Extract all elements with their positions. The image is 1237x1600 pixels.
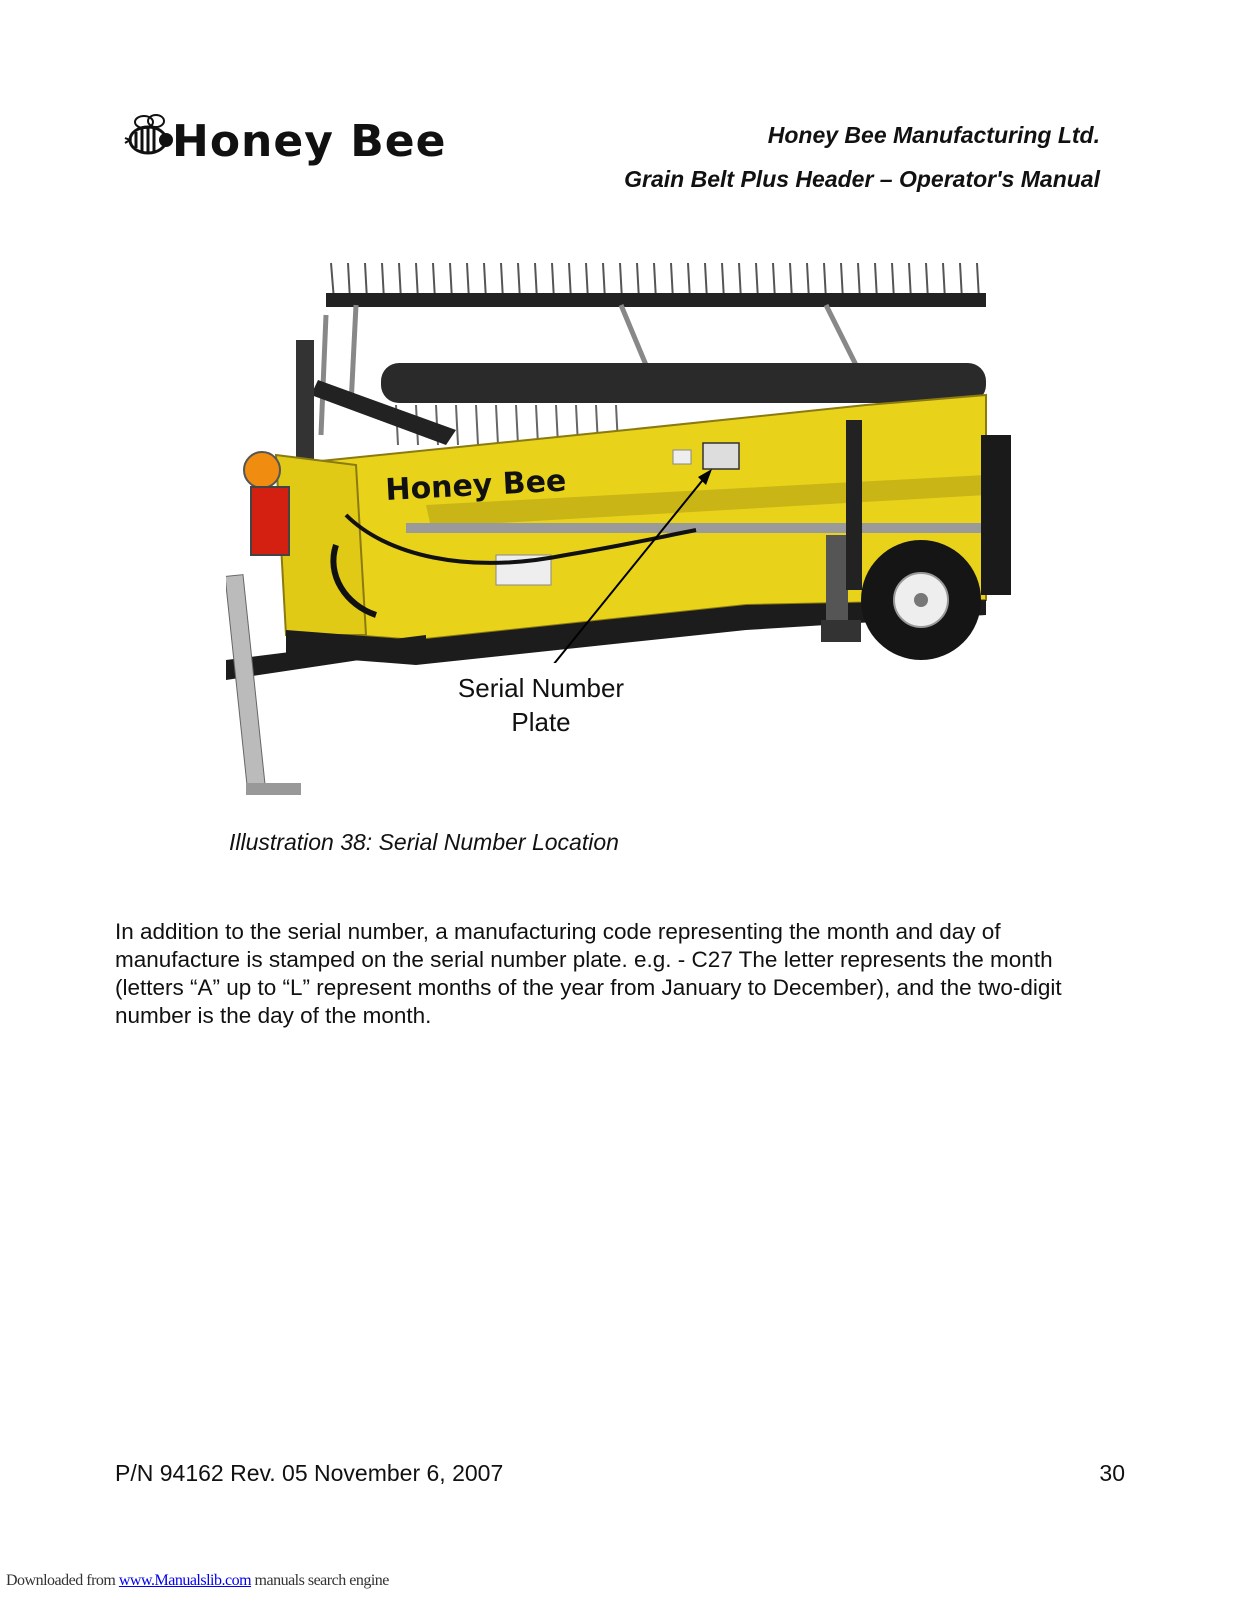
manual-title: Grain Belt Plus Header – Operator's Manual <box>624 166 1100 192</box>
serial-plate <box>703 443 739 469</box>
reel-tube <box>381 363 986 403</box>
header-decal: Honey Bee <box>384 463 568 508</box>
figure-caption: Illustration 38: Serial Number Location <box>229 829 619 855</box>
company-name: Honey Bee Manufacturing Ltd. <box>767 122 1100 148</box>
reel-bat <box>326 293 986 307</box>
manualslib-link[interactable]: www.Manualslib.com <box>118 1572 252 1589</box>
callout-line2: Plate <box>511 707 571 737</box>
download-suffix: manuals search engine <box>251 1572 389 1589</box>
body-paragraph: In addition to the serial number, a manufacturing code representing the month and day of manufacture is stamped on the serial number plate. e.g. - C27 The letter represents the month (letters “A” up to “L” represent months of the year from January to December), and the two-digit number is the day of the month. <box>115 919 1062 1028</box>
serial-number-location-photo <box>226 255 1011 815</box>
footer-part-number: P/N 94162 Rev. 05 November 6, 2007 <box>115 1460 504 1486</box>
footer-page-number: 30 <box>1099 1460 1125 1486</box>
bee-icon <box>120 112 180 174</box>
callout-line1: Serial Number <box>457 673 625 703</box>
download-prefix: Downloaded from <box>6 1572 119 1589</box>
honey-bee-logo <box>120 112 447 174</box>
download-notice <box>6 1572 389 1590</box>
logo-text: Honey Bee <box>172 116 447 167</box>
